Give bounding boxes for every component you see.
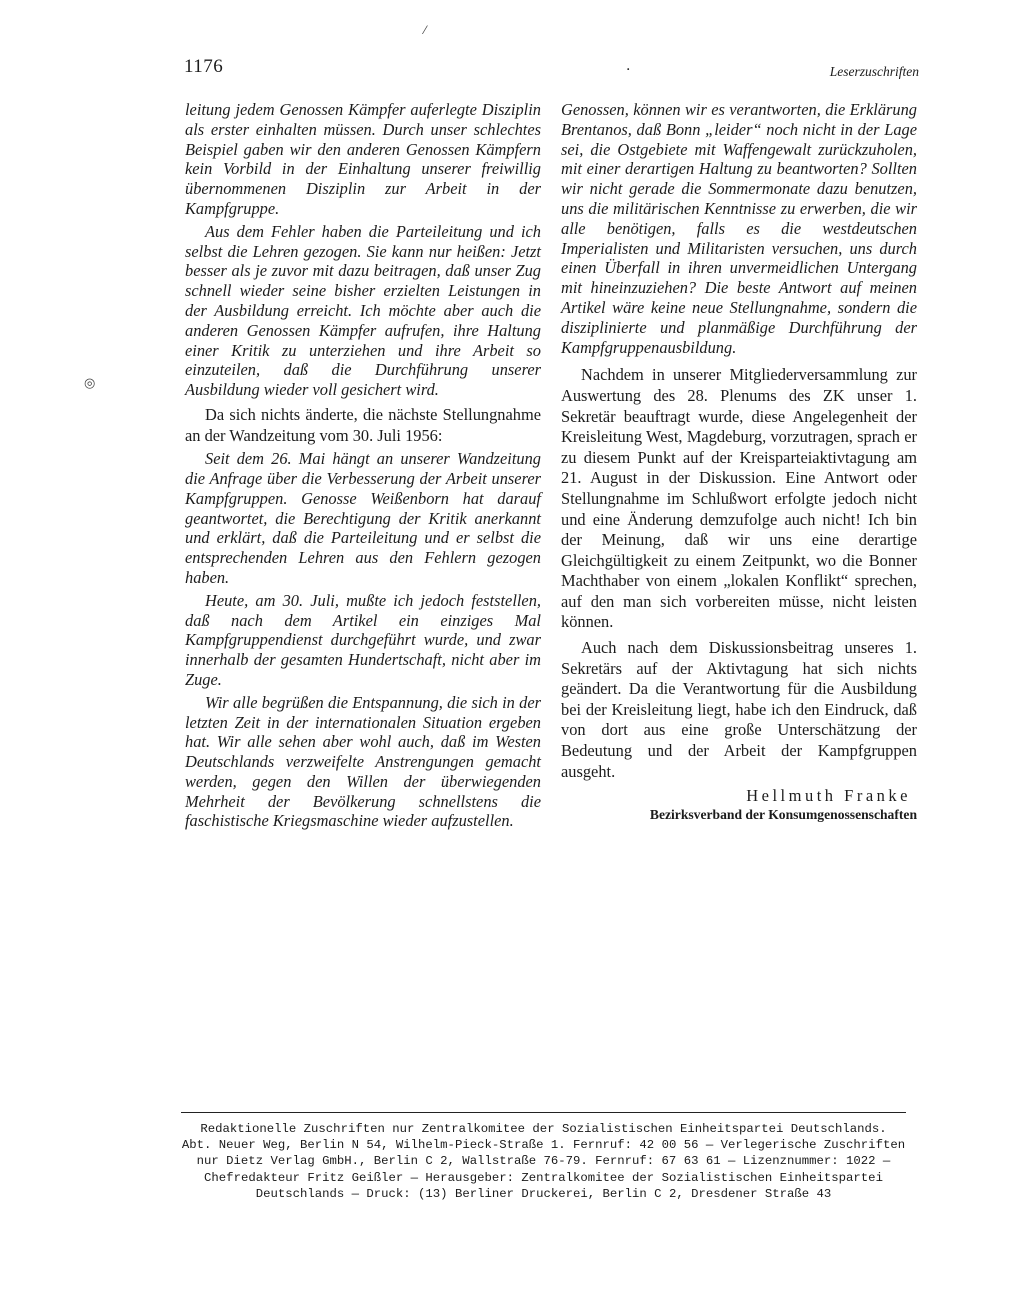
signature-organization: Bezirksverband der Konsumgenossenschaften	[649, 807, 917, 823]
footer-divider	[181, 1112, 906, 1113]
imprint-line: Abt. Neuer Weg, Berlin N 54, Wilhelm-Pieck-Straße 1. Fernruf: 42 00 56 — Verlegerische Zuschriften	[181, 1138, 906, 1153]
left-column	[185, 100, 541, 831]
article-paragraph: Da sich nichts änderte, die nächste Stellungnahme an der Wandzeitung vom 30. Juli 1956:	[185, 404, 541, 445]
article-paragraph: Heute, am 30. Juli, mußte ich jedoch feststellen, daß nach dem Artikel ein einziges Mal Kampfgruppendienst durchgeführt wurde, und zwar innerhalb der gesamten Hundertschaft, nicht aber im Zuge.	[185, 590, 541, 689]
running-head-section: Leserzuschriften	[829, 64, 919, 79]
signature-name: Hellmuth Franke	[746, 786, 911, 806]
article-paragraph: Aus dem Fehler haben die Parteileitung und ich selbst die Lehren gezogen. Sie kann nur heißen: Jetzt besser als je zuvor mit dazu beitragen, daß unser Zug schnell wieder seine bisher erzielten Leistungen in der Ausbildung erreicht. Ich möchte aber auch die anderen Genossen Kämpfer aufrufen, ihre Haltung einer Kritik zu unterziehen und ihre Arbeit so einzuteilen, daß die Durchführung unserer Ausbildung wieder voll gesichert wird.	[185, 221, 541, 400]
imprint-line: nur Dietz Verlag GmbH., Berlin C 2, Wallstraße 76-79. Fernruf: 67 63 61 — Lizenznummer: 1022 —	[196, 1154, 891, 1169]
margin-hole-mark: ◎	[84, 376, 96, 391]
speck-mark: ⁄	[424, 24, 426, 37]
publisher-imprint	[181, 1121, 906, 1202]
imprint-line: Chefredakteur Fritz Geißler — Herausgeber: Zentralkomitee der Sozialistischen Einheitspartei	[204, 1170, 883, 1185]
imprint-line: Deutschlands — Druck: (13) Berliner Druckerei, Berlin C 2, Dresdener Straße 43	[255, 1186, 832, 1201]
header-dot: ·	[626, 62, 631, 78]
page-number: 1176	[184, 56, 224, 77]
imprint-line: Redaktionelle Zuschriften nur Zentralkomitee der Sozialistischen Einheitspartei Deutschlands.	[200, 1122, 887, 1136]
article-paragraph: Nachdem in unserer Mitgliederversammlung zur Auswertung des 28. Plenums des ZK unser 1. Sekretär beauftragt wurde, diese Angelegenheit der Kreisleitung West, Magdeburg, vorzutragen, sprach er zu diesem Punkt auf der Kreisparteiaktivtagung am 21. August in der Diskussion. Eine Antwort oder Stellungnahme im Schlußwort erfolgte jedoch nicht und eine Änderung demzufolge auch nicht! Ich bin der Meinung, daß wir uns eine derartige Gleichgültigkeit zu einem Zeitpunkt, wo die Bonner Machthaber von einem „lokalen Konflikt“ sprechen, auf den man sich vorbereiten müsse, nicht leisten können.	[561, 365, 917, 632]
article-paragraph: leitung jedem Genossen Kämpfer auferlegte Disziplin als erster einhalten müssen. Durch unser schlechtes Beispiel gaben wir den anderen Genossen Kämpfern kein Vorbild in der Einhaltung unserer freiwillig übernommenen Disziplin zur Arbeit in der Kampfgruppe.	[185, 100, 541, 218]
right-column	[561, 100, 917, 824]
article-paragraph: Seit dem 26. Mai hängt an unserer Wandzeitung die Anfrage über die Verbesserung der Arbeit unserer Kampfgruppen. Genosse Weißenborn hat darauf geantwortet, die Berechtigung der Kritik anerkannt und erklärt, daß die Parteileitung und er selbst die entsprechenden Lehren aus den Fehlern gezogen haben.	[185, 449, 541, 587]
article-paragraph: Wir alle begrüßen die Entspannung, die sich in der letzten Zeit in der internationalen Situation ergeben hat. Wir alle sehen aber wohl auch, daß im Westen Deutschlands verzweifelte Anstrengungen gemacht werden, gegen den Willen der überwiegenden Mehrheit der Bevölkerung schnellstens die faschistische Kriegsmaschine wieder aufzustellen.	[185, 692, 541, 831]
article-paragraph: Genossen, können wir es verantworten, die Erklärung Brentanos, daß Bonn „leider“ noch nicht in der Lage sei, die Ostgebiete mit Waffengewalt zurückzuholen, mit einer derartigen Haltung zu beantworten? Sollten wir nicht gerade die Sommermonate dazu benutzen, uns die militärischen Kenntnisse zu erwerben, die wir alle benötigen, falls es die westdeutschen Imperialisten und Militaristen versuchen, uns durch einen Überfall in ihren unvermeidlichen Untergang mit hineinzuziehen? Die beste Antwort auf meinen Artikel wäre keine neue Stellungnahme, sondern die disziplinierte und planmäßige Durchführung der Kampfgruppenausbildung.	[561, 100, 917, 357]
article-paragraph: Auch nach dem Diskussionsbeitrag unseres 1. Sekretärs auf der Aktivtagung hat sich nichts geändert. Da die Verantwortung für die Ausbildung bei der Kreisleitung liegt, habe ich den Eindruck, daß von dort aus eine große Unterschätzung der Bedeutung und der Arbeit der Kampfgruppen ausgeht.	[561, 638, 917, 781]
